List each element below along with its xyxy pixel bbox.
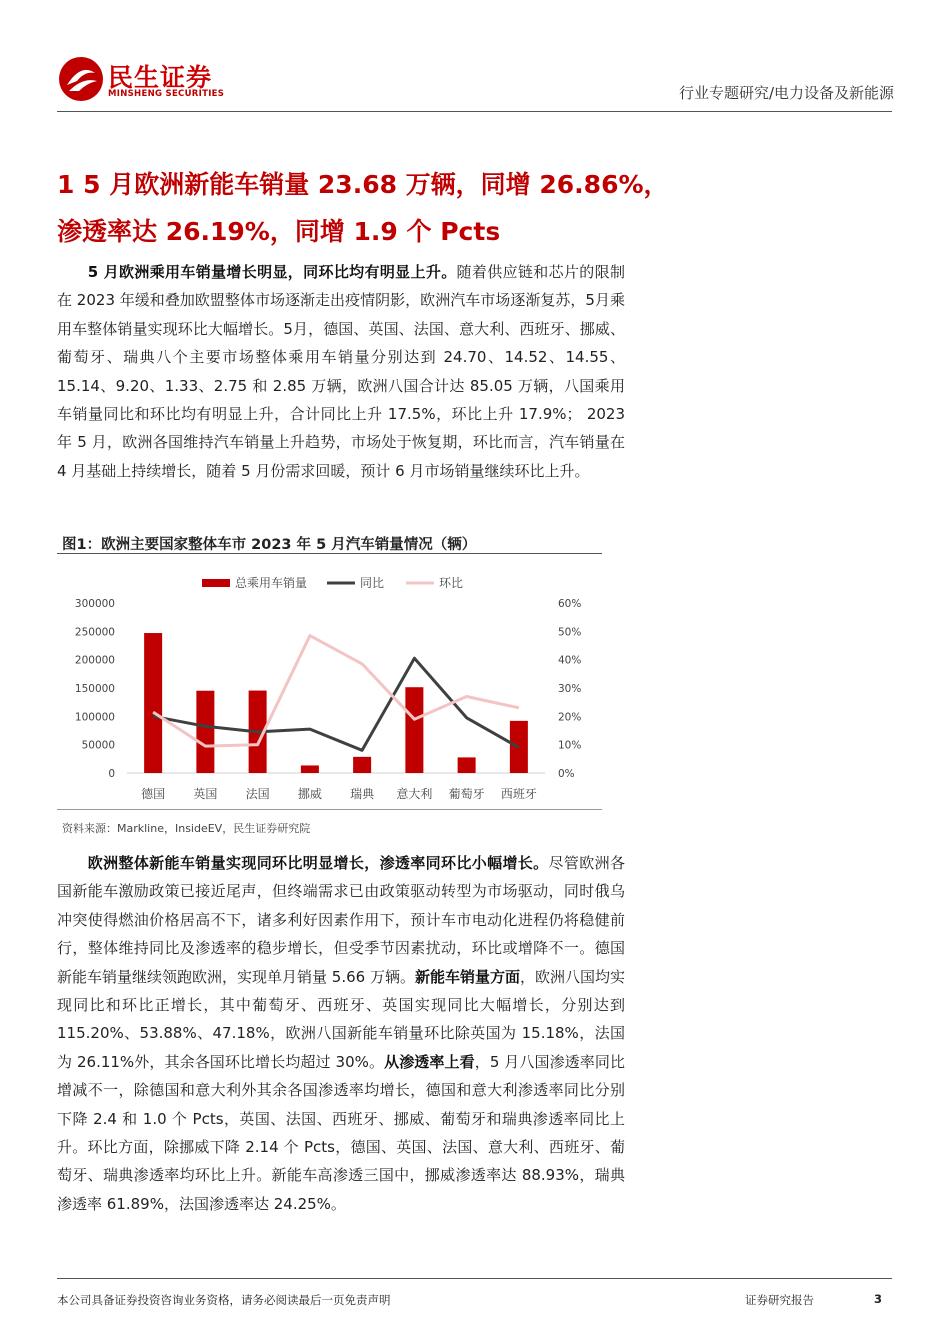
paragraph-passenger-car-sales [57, 258, 625, 485]
footer-divider [57, 1278, 892, 1279]
legend-swatch-sales [202, 579, 230, 587]
bar-5 [353, 757, 371, 773]
x-tick-label: 瑞典 [350, 787, 375, 801]
brand-logo-icon [57, 55, 105, 103]
section-title-line1: 1 5 月欧洲新能车销量 23.68 万辆，同增 26.86%， [57, 170, 669, 199]
para1-body: 随着供应链和芯片的限制在 2023 年缓和叠加欧盟整体市场逐渐走出疫情阴影，欧洲汽车市场逐渐复苏，5月乘用车整体销量实现环比大幅增长。5月，德国、英国、法国、意大利、西班牙、挪威、葡萄牙、瑞典八个主要市场整体乘用车销量分别达到 24.70、14.52、14.55、15.14、9.20、1.33、2.75 和 2.85 万辆，欧洲八国合计达 85.05 万辆，八国乘用车销量同比和环比均有明显上升，合计同比上升 17.5%，环比上升 17.9%； 2023 年 5 月，欧洲各国维持汽车销量上升趋势，市场处于恢复期，环比而言，汽车销量在 4 月基础上持续增长，随着 5 月份需求回暖，预计 6 月市场销量继续环比上升。 [57, 263, 625, 480]
x-tick-label: 挪威 [297, 787, 322, 801]
y-right-tick-label: 40% [558, 654, 582, 667]
sales-chart [57, 560, 602, 808]
y-left-tick-label: 200000 [74, 654, 115, 667]
bar-1 [144, 633, 162, 773]
x-tick-label: 法国 [245, 787, 270, 801]
y-right-tick-label: 20% [558, 711, 582, 724]
chart-legend [202, 575, 463, 590]
para2-bold3: 从渗透率上看 [384, 1052, 475, 1071]
bar-7 [458, 757, 476, 773]
header-divider [57, 111, 892, 112]
para2-bold1: 欧洲整体新能车销量实现同环比明显增长，渗透率同环比小幅增长。 [87, 854, 549, 872]
y-right-tick-label: 10% [558, 739, 582, 752]
legend-label-sales: 总乘用车销量 [235, 576, 308, 590]
y-right-tick-label: 60% [558, 598, 582, 610]
para2-text3: ，5 月八国渗透率同比增减不一，除德国和意大利外其余各国渗透率均增长，德国和意大利渗透率同比分别下降 2.4 和 1.0 个 Pcts，英国、法国、西班牙、挪威、葡萄牙和瑞典渗透率同比上升。环比方面，除挪威下降 2.14 个 Pcts，德国、英国、法国、意大利、西班牙、葡萄牙、瑞典渗透率均环比上升。新能车高渗透三国中，挪威渗透率达 88.93%，瑞典渗透率 61.89%，法国渗透率达 24.25%。 [57, 1052, 625, 1213]
y-left-tick-label: 50000 [81, 739, 115, 752]
y-left-tick-label: 250000 [74, 626, 115, 639]
x-tick-label: 英国 [193, 787, 218, 801]
para2-text2: ，欧洲八国均实现同比和环比正增长，其中葡萄牙、西班牙、英国实现同比大幅增长，分别达到 115.20%、53.88%、47.18%，欧洲八国新能车销量环比除英国为 15.18%，法国为 26.11%外，其余各国环比增长均超过 30%。 [57, 967, 625, 1071]
y-right-tick-label: 30% [558, 683, 582, 695]
legend-label-mom: 环比 [439, 576, 464, 590]
x-tick-label: 意大利 [396, 787, 433, 801]
para2-text1: 尽管欧洲各国新能车激励政策已接近尾声，但终端需求已由政策驱动转型为市场驱动，同时俄乌冲突使得燃油价格居高不下，诸多利好因素作用下，预计车市电动化进程仍将稳健前行，整体维持同比及渗透率的稳步增长，但受季节因素扰动，环比或增降不一。德国新能车销量继续领跑欧洲，实现单月销量 5.66 万辆。 [57, 854, 625, 986]
bar-4 [301, 765, 319, 773]
y-right-tick-label: 0% [558, 768, 575, 780]
figure-bottom-rule [57, 809, 602, 810]
para2-bold2: 新能车销量方面 [414, 967, 520, 986]
brand-name-en: MINSHENG SECURITIES [108, 89, 225, 99]
y-left-tick-label: 300000 [74, 598, 115, 610]
x-tick-label: 西班牙 [500, 787, 537, 801]
y-left-tick-label: 150000 [74, 683, 115, 695]
report-category: 行业专题研究/电力设备及新能源 [678, 84, 894, 102]
section-title-line2: 渗透率达 26.19%，同增 1.9 个 Pcts [57, 217, 501, 246]
bar-2 [196, 691, 214, 773]
brand-name-cn: 民生证券 [108, 63, 213, 92]
page-number: 3 [874, 1292, 883, 1306]
paragraph-nev-sales [57, 849, 625, 1218]
footer-disclaimer: 本公司具备证券投资咨询业务资格，请务必阅读最后一页免责声明 [57, 1293, 391, 1307]
legend-label-yoy: 同比 [360, 576, 385, 590]
x-tick-label: 德国 [141, 787, 166, 801]
figure-top-rule [57, 553, 602, 554]
para1-lead: 5 月欧洲乘用车销量增长明显，同环比均有明显上升。 [87, 263, 457, 281]
y-left-tick-label: 0 [108, 768, 115, 780]
figure-source: 资料来源：Markline，InsideEV，民生证券研究院 [62, 822, 311, 835]
x-tick-label: 葡萄牙 [448, 787, 485, 801]
y-right-tick-label: 50% [558, 626, 582, 639]
figure-caption: 图1：欧洲主要国家整体车市 2023 年 5 月汽车销量情况（辆） [62, 537, 477, 553]
footer-report-type: 证券研究报告 [745, 1293, 814, 1307]
bar-6 [405, 687, 423, 773]
y-left-tick-label: 100000 [74, 711, 115, 724]
